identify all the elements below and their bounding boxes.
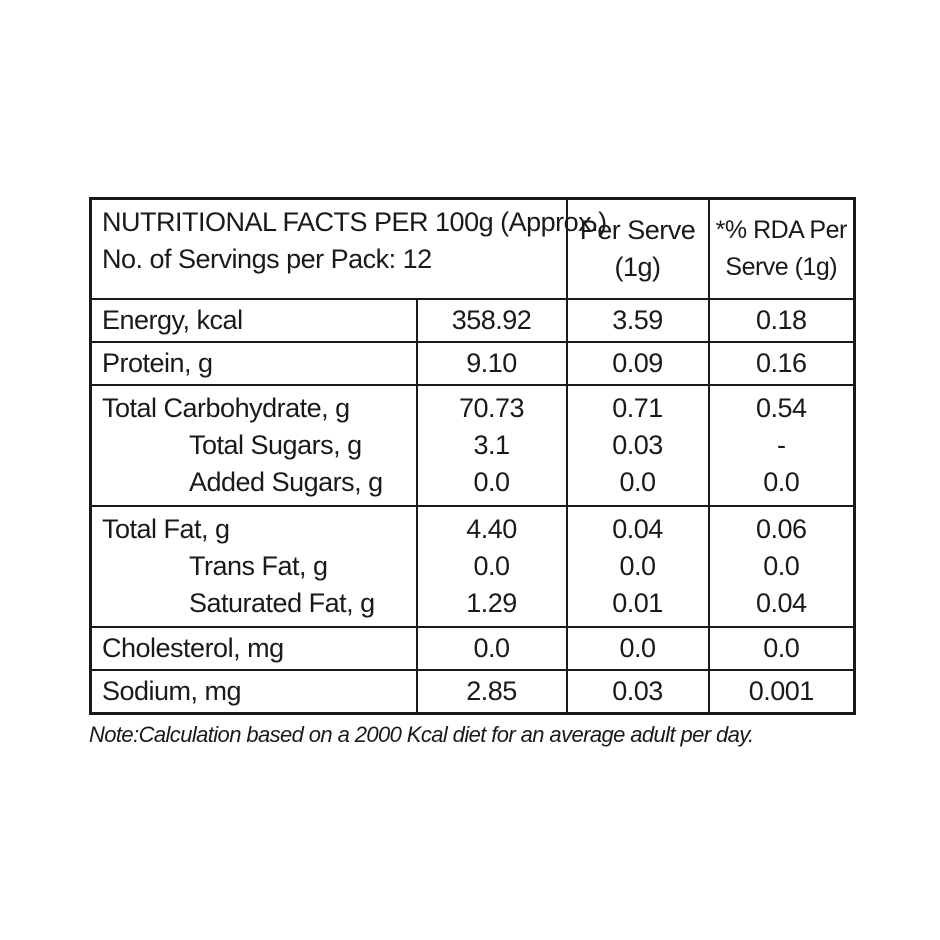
per100-value: 4.40 0.0 1.29 — [417, 506, 567, 627]
per100-value: 70.73 3.1 0.0 — [417, 385, 567, 506]
rda-value: 0.001 — [709, 670, 855, 714]
sub-nutrient-name: Saturated Fat, g — [189, 588, 375, 618]
rda-value: 0.06 0.0 0.04 — [709, 506, 855, 627]
per-serve-value: 0.04 0.0 0.01 — [567, 506, 709, 627]
rda-value: 0.54 - 0.0 — [709, 385, 855, 506]
sub-nutrient-name: Total Sugars, g — [189, 430, 362, 460]
per100-value: 358.92 — [417, 299, 567, 342]
nutrition-label — [89, 197, 853, 748]
table-row — [91, 627, 855, 670]
nutrient-name: Protein, g — [91, 342, 417, 385]
nutrient-name: Total Fat, g Trans Fat, g Saturated Fat, g — [91, 506, 417, 627]
per-serve-value: 0.09 — [567, 342, 709, 385]
footnote: Note:Calculation based on a 2000 Kcal diet for an average adult per day. — [89, 722, 754, 747]
per100-value: 0.0 — [417, 627, 567, 670]
rda-value: 0.18 — [709, 299, 855, 342]
nutrient-name: Sodium, mg — [91, 670, 417, 714]
per-serve-value: 3.59 — [567, 299, 709, 342]
servings-per-pack: No. of Servings per Pack: 12 — [102, 244, 432, 274]
per-serve-header: Per Serve (1g) — [567, 199, 709, 300]
nutrition-table — [89, 197, 856, 715]
rda-value: 0.16 — [709, 342, 855, 385]
table-row — [91, 670, 855, 714]
per100-value: 2.85 — [417, 670, 567, 714]
rda-value: 0.0 — [709, 627, 855, 670]
table-row — [91, 506, 855, 627]
title-cell — [91, 199, 607, 300]
table-row — [91, 385, 855, 506]
table-title: NUTRITIONAL FACTS PER 100g (Approx.) — [102, 207, 607, 237]
rda-header: *% RDA Per Serve (1g) — [709, 199, 855, 300]
table-row — [91, 342, 855, 385]
nutrient-name: Cholesterol, mg — [91, 627, 417, 670]
per-serve-value: 0.0 — [567, 627, 709, 670]
header-row — [91, 199, 855, 300]
per-serve-value: 0.71 0.03 0.0 — [567, 385, 709, 506]
sub-nutrient-name: Trans Fat, g — [189, 551, 328, 581]
nutrient-name: Energy, kcal — [91, 299, 417, 342]
table-row — [91, 299, 855, 342]
per100-value: 9.10 — [417, 342, 567, 385]
per-serve-value: 0.03 — [567, 670, 709, 714]
sub-nutrient-name: Added Sugars, g — [189, 467, 383, 497]
nutrient-name: Total Carbohydrate, g Total Sugars, g Added Sugars, g — [91, 385, 417, 506]
